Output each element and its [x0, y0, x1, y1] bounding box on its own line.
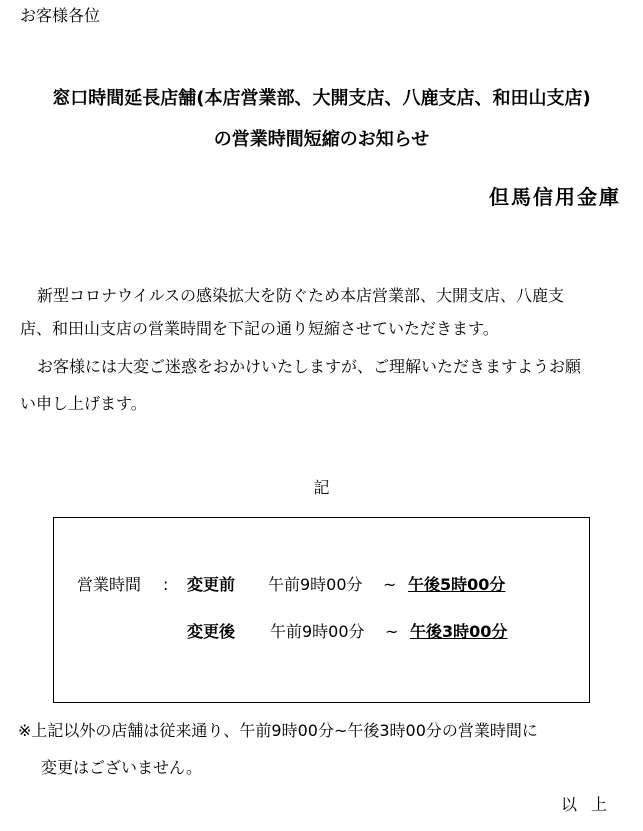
hours-colon: : — [163, 575, 169, 594]
business-hours-box — [53, 517, 590, 703]
before-change-label: 変更前 — [187, 575, 236, 594]
before-change-end-time: 午後5時00分 — [408, 575, 506, 594]
after-change-separator: ~ — [385, 622, 399, 641]
paragraph-2-line-2: い申し上げます。 — [20, 394, 147, 413]
title-line-1: 窓口時間延長店舗(本店営業部、大開支店、八鹿支店、和田山支店) — [52, 88, 591, 109]
after-change-end-time: 午後3時00分 — [410, 622, 508, 641]
note-line-2: 変更はございません。 — [41, 758, 202, 777]
paragraph-1-line-2: 店、和田山支店の営業時間を下記の通り短縮させていただきます。 — [20, 319, 499, 338]
after-change-start-time: 午前9時00分 — [270, 622, 365, 641]
paragraph-2-line-1: お客様には大変ご迷惑をおかけいたしますが、ご理解いただきますようお願 — [37, 357, 582, 376]
before-change-start-time: 午前9時00分 — [268, 575, 363, 594]
hours-label: 営業時間 — [77, 575, 142, 594]
note-line-1: ※上記以外の店舗は従来通り、午前9時00分~午後3時00分の営業時間に — [18, 721, 538, 740]
paragraph-1-line-1: 新型コロナウイルスの感染拡大を防ぐため本店営業部、大開支店、八鹿支 — [37, 286, 565, 305]
after-change-label: 変更後 — [187, 622, 236, 641]
closing-mark: 以上 — [560, 795, 621, 814]
issuer-name: 但馬信用金庫 — [489, 185, 621, 209]
salutation: お客様各位 — [20, 6, 101, 25]
before-change-separator: ~ — [383, 575, 397, 594]
title-line-2: の営業時間短縮のお知らせ — [213, 129, 430, 150]
ki-heading: 記 — [313, 478, 330, 497]
